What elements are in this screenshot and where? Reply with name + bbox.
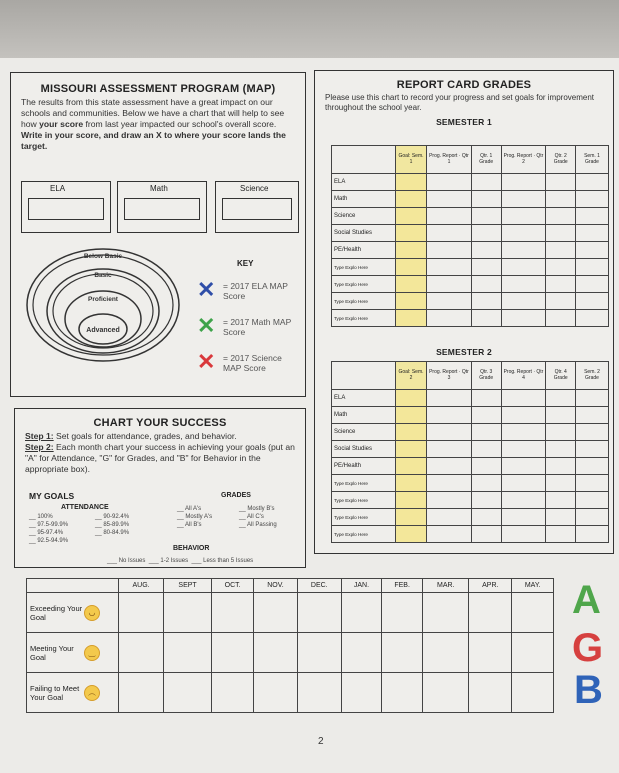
list-item[interactable]: __ 92.5-94.9% bbox=[29, 538, 69, 544]
sem2-head-q4: Qtr. 4 Grade bbox=[546, 362, 576, 390]
key-math: = 2017 Math MAP Score bbox=[223, 317, 292, 337]
ring-basic bbox=[47, 269, 159, 353]
sem1-head-q1: Qtr. 1 Grade bbox=[471, 146, 501, 174]
math-label: Math bbox=[150, 184, 168, 193]
sem1-head-q2: Qtr. 2 Grade bbox=[546, 146, 576, 174]
chart-your-success-section bbox=[14, 408, 306, 568]
table-row bbox=[27, 673, 554, 713]
x-ela-icon: ✕ bbox=[197, 277, 216, 302]
table-row: Social Studies bbox=[332, 225, 609, 242]
list-item[interactable]: __ All C's bbox=[239, 514, 264, 520]
photo-top-shadow bbox=[0, 0, 619, 58]
label-below-basic: Below Basic bbox=[83, 253, 123, 260]
label-basic: Basic bbox=[94, 272, 112, 279]
table-row: Type Explo Here bbox=[332, 475, 609, 492]
corner bbox=[27, 579, 119, 593]
label-advanced: Advanced bbox=[86, 327, 120, 334]
key-science: = 2017 Science MAP Score bbox=[223, 353, 282, 373]
success-steps: Step 1: Set goals for attendance, grades, and behavior. Step 2: Each month chart your success in achieving your goals (put an "A" for Attendance, "G" for Grades, and "B" for Behavior in the appropriate box). bbox=[25, 431, 295, 474]
table-row: PE/Health bbox=[332, 242, 609, 259]
math-score-input[interactable] bbox=[124, 198, 200, 220]
month-may: MAY. bbox=[512, 579, 554, 593]
ela-score-input[interactable] bbox=[28, 198, 104, 220]
map-intro: The results from this state assessment have a great impact on our schools and communities. Below we have a chart that will help to see how your score from last year impacted our school's overall score. Write in your score, and draw an X to where your score lands the target. bbox=[21, 97, 286, 151]
corner bbox=[332, 146, 396, 174]
sem1-head-prog2: Prog. Report · Qtr 2 bbox=[501, 146, 546, 174]
row-exceeding: Exceeding Your Goal◡ bbox=[27, 593, 119, 633]
list-item[interactable]: __ All A's bbox=[177, 506, 202, 512]
x-science-icon: ✕ bbox=[197, 349, 216, 374]
ela-score-box bbox=[21, 181, 111, 233]
report-card-section bbox=[314, 70, 614, 554]
grades-options-a bbox=[177, 505, 212, 529]
sem2-head-sem: Sem. 2 Grade bbox=[576, 362, 609, 390]
grades-label: GRADES bbox=[221, 492, 251, 499]
math-score-box bbox=[117, 181, 207, 233]
list-item[interactable]: __ 90-92.4% bbox=[95, 514, 130, 520]
row-failing: Failing to Meet Your Goal︵ bbox=[27, 673, 119, 713]
sem1-head-sem: Sem. 1 Grade bbox=[576, 146, 609, 174]
table-row bbox=[27, 593, 554, 633]
list-item[interactable]: ___ No Issues bbox=[107, 558, 146, 564]
month-mar: MAR. bbox=[423, 579, 469, 593]
science-label: Science bbox=[240, 184, 269, 193]
table-row: Science bbox=[332, 424, 609, 441]
corner bbox=[332, 362, 396, 390]
month-aug: AUG. bbox=[119, 579, 164, 593]
x-math-icon: ✕ bbox=[197, 313, 216, 338]
list-item[interactable]: ___ Less than 5 Issues bbox=[191, 558, 254, 564]
table-row: ELA bbox=[332, 390, 609, 407]
report-intro: Please use this chart to record your progress and set goals for improvement throughout the school year. bbox=[325, 93, 595, 112]
letter-a: A bbox=[572, 578, 601, 622]
report-title: REPORT CARD GRADES bbox=[396, 79, 532, 91]
list-item[interactable]: __ 85-89.9% bbox=[95, 522, 130, 528]
behavior-options bbox=[107, 557, 253, 565]
semester-1-table bbox=[331, 145, 609, 327]
attendance-options-b bbox=[95, 513, 129, 537]
happy-face-icon: ◡ bbox=[84, 605, 100, 621]
attendance-options-a bbox=[29, 513, 68, 545]
sem2-head-goal: Goal: Sem. 2 bbox=[396, 362, 427, 390]
table-row: Social Studies bbox=[332, 441, 609, 458]
map-section bbox=[10, 72, 306, 397]
page-number: 2 bbox=[318, 736, 324, 747]
smile-face-icon: ‿ bbox=[84, 645, 100, 661]
key-ela: = 2017 ELA MAP Score bbox=[223, 281, 288, 301]
crying-face-icon: ︵ bbox=[84, 685, 100, 701]
sem2-head-prog4: Prog. Report · Qtr 4 bbox=[501, 362, 546, 390]
table-row bbox=[27, 633, 554, 673]
list-item[interactable]: __ 80-84.9% bbox=[95, 530, 130, 536]
monthly-tracker-table bbox=[26, 578, 554, 713]
list-item[interactable]: __ 97.5-99.9% bbox=[29, 522, 69, 528]
sem2-head-q3: Qtr. 3 Grade bbox=[471, 362, 501, 390]
behavior-label: BEHAVIOR bbox=[173, 545, 210, 552]
letter-g: G bbox=[572, 626, 604, 670]
table-row: Type Explo Here bbox=[332, 259, 609, 276]
row-meeting: Meeting Your Goal‿ bbox=[27, 633, 119, 673]
score-target[interactable] bbox=[23, 245, 191, 365]
sem2-head-prog3: Prog. Report · Qtr 3 bbox=[427, 362, 472, 390]
attendance-label: ATTENDANCE bbox=[61, 504, 109, 511]
science-score-box bbox=[215, 181, 299, 233]
table-row: Type Explo Here bbox=[332, 310, 609, 327]
month-nov: NOV. bbox=[254, 579, 297, 593]
map-title: MISSOURI ASSESSMENT PROGRAM (MAP) bbox=[40, 83, 276, 95]
list-item[interactable]: ___ 1-2 Issues bbox=[148, 558, 189, 564]
success-title: CHART YOUR SUCCESS bbox=[93, 417, 227, 429]
key-title: KEY bbox=[237, 259, 254, 268]
sem1-head-goal: Goal: Sem. 1 bbox=[396, 146, 427, 174]
table-row: ELA bbox=[332, 174, 609, 191]
table-row: Type Explo Here bbox=[332, 276, 609, 293]
table-row: PE/Health bbox=[332, 458, 609, 475]
science-score-input[interactable] bbox=[222, 198, 292, 220]
sem2-title: SEMESTER 2 bbox=[436, 347, 492, 357]
month-apr: APR. bbox=[469, 579, 512, 593]
table-row: Type Explo Here bbox=[332, 526, 609, 543]
list-item[interactable]: __ 100% bbox=[29, 514, 53, 520]
month-sept: SEPT bbox=[164, 579, 212, 593]
table-row: Type Explo Here bbox=[332, 492, 609, 509]
label-proficient: Proficient bbox=[88, 296, 118, 303]
grades-options-b bbox=[239, 505, 277, 529]
sem1-title: SEMESTER 1 bbox=[436, 117, 492, 127]
list-item[interactable]: __ 95-97.4% bbox=[29, 530, 64, 536]
list-item[interactable]: __ Mostly B's bbox=[239, 506, 275, 512]
month-oct: OCT. bbox=[212, 579, 254, 593]
list-item[interactable]: __ Mostly A's bbox=[177, 514, 213, 520]
month-feb: FEB. bbox=[382, 579, 423, 593]
my-goals-label: MY GOALS bbox=[29, 491, 75, 501]
ela-label: ELA bbox=[50, 184, 66, 193]
letter-b: B bbox=[574, 668, 603, 712]
table-row: Math bbox=[332, 407, 609, 424]
table-row: Type Explo Here bbox=[332, 293, 609, 310]
semester-2-table bbox=[331, 361, 609, 543]
month-dec: DEC. bbox=[297, 579, 341, 593]
list-item[interactable]: __ All B's bbox=[177, 522, 202, 528]
month-jan: JAN. bbox=[341, 579, 381, 593]
list-item[interactable]: __ All Passing bbox=[239, 522, 277, 528]
table-row: Type Explo Here bbox=[332, 509, 609, 526]
sem1-head-prog1: Prog. Report · Qtr 1 bbox=[427, 146, 472, 174]
table-row: Science bbox=[332, 208, 609, 225]
table-row: Math bbox=[332, 191, 609, 208]
